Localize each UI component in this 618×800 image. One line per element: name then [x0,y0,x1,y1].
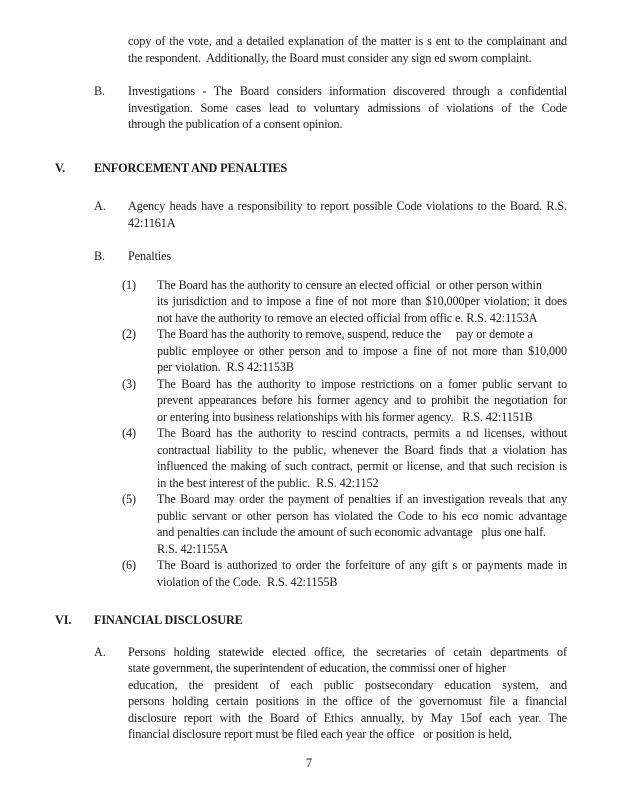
document-body [0,33,618,743]
document-line: The Board has the authority to censure an elected official or other person within [157,277,542,292]
document-line: influenced the making of such contract, permit or license, and that such recision is [157,459,567,473]
document-line: Investigations - The Board considers information discovered through a confidential [128,84,567,98]
document-line: through the publication of a consent opinion. [128,117,343,131]
section-number-label: V. [55,160,66,175]
document-line: The Board is authorized to order the forfeiture of any gift s or payments made in [157,558,567,572]
document-line: The Board has the authority to remove, suspend, reduce the pay or demote a [157,327,533,341]
outline-item-label: B. [94,249,105,263]
section-heading [55,612,618,629]
document-line: the respondent. Additionally, the Board must consider any sign ed sworn complaint. [128,50,532,65]
document-line: public employee or other person and to impose a fine of not more than $10,000 [157,343,567,358]
document-line: public servant or other person has violated the Code to his eco nomic advantage [157,508,567,523]
section-title: FINANCIAL DISCLOSURE [94,613,243,627]
document-line: its jurisdiction and to impose a fine of not more than $10,000per violation; it does [157,294,567,308]
outline-item-label: (6) [122,558,136,572]
document-line: disclosure report with the Board of Ethics annually, by May 15of each year. The [128,710,567,725]
paragraph-lines [157,557,567,590]
document-line: prevent appearances before his former agency and to prohibit the negotiation for [157,393,567,407]
document-line: violation of the Code. R.S. 42:1155B [157,574,338,589]
paragraph-lines [128,198,567,231]
document-line: and penalties can include the amount of such economic advantage plus one half. [157,525,546,539]
paragraph-lines [157,491,567,557]
paragraph-lines [157,326,567,376]
outline-item [122,326,618,376]
outline-item [122,277,618,327]
outline-item [122,491,618,557]
outline-item-label: (4) [122,426,136,440]
outline-item [122,425,618,491]
document-line: investigation. Some cases lead to voluntary admissions of violations of the Code [128,100,567,115]
outline-item-label: (2) [122,327,136,341]
document-line: The Board has the authority to rescind contracts, permits a nd licenses, without [157,426,567,440]
document-line: persons holding certain positions in the office of the governomust file a financial [128,694,567,708]
outline-item [94,248,618,265]
document-line: or entering into business relationships with his former agency. R.S. 42:1151B [157,409,533,424]
section-number-label: VI. [55,613,72,627]
paragraph-lines [128,33,567,66]
document-line: contractual liability to the public, whenever the Board finds that a violation has [157,442,567,457]
document-line: in the best interest of the public. R.S. 42:1152 [157,475,379,490]
document-line: copy of the vote, and a detailed explanation of the matter is s ent to the complainant and [128,34,567,48]
outline-item-label: (1) [122,277,136,292]
outline-item-label: B. [94,84,105,98]
paragraph-lines [128,644,567,743]
outline-item-label: (3) [122,376,136,391]
document-line: R.S. 42:1155A [157,541,229,556]
paragraph-lines [157,425,567,491]
document-line: The Board has the authority to impose restrictions on a fomer public servant to [157,376,567,391]
section-heading [55,160,618,177]
document-line: per violation. R.S 42:1153B [157,360,294,374]
document-line: financial disclosure report must be filed each year the office or position is held, [128,727,512,741]
section-title: ENFORCEMENT AND PENALTIES [94,160,288,175]
document-line: state government, the superintendent of education, the commissi oner of higher [128,661,507,675]
outline-item-label: A. [94,644,106,659]
paragraph-lines [157,376,567,426]
document-line: education, the president of each public postsecondary education system, and [128,677,567,692]
paragraph-lines [157,277,567,327]
document-line: The Board may order the payment of penalties if an investigation reveals that any [157,492,567,506]
paragraph [128,33,567,66]
outline-item-label: A. [94,199,106,213]
outline-item [94,83,618,133]
outline-item [94,644,618,743]
paragraph-lines [128,248,567,265]
outline-item [94,198,618,231]
outline-item [122,376,618,426]
document-line: not have the authority to remove an elected official from offic e. R.S. 42:1153A [157,310,538,325]
document-line: Agency heads have a responsibility to report possible Code violations to the Board. R.S. [128,199,567,213]
page-number: 7 [306,755,312,770]
document-line: Persons holding statewide elected office, the secretaries of cetain departments of [128,644,567,659]
outline-item-label: (5) [122,492,136,506]
outline-item [122,557,618,590]
document-line: Penalties [128,249,172,263]
paragraph-lines [128,83,567,133]
document-line: 42:1161A [128,215,176,230]
